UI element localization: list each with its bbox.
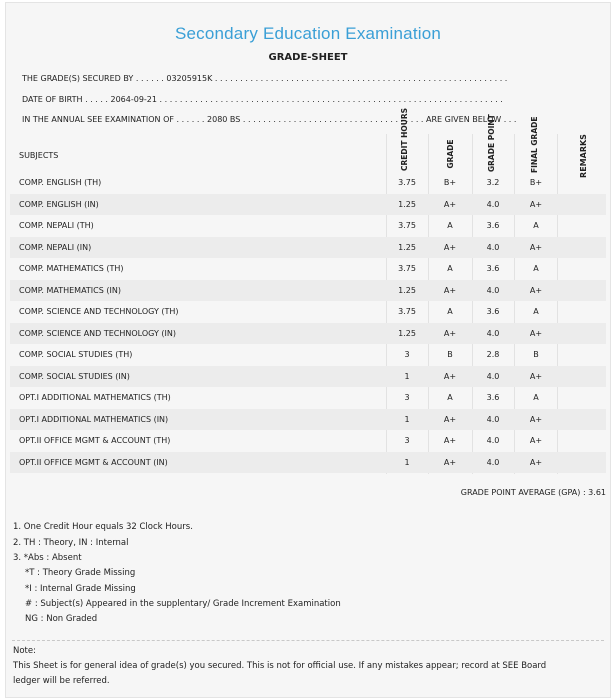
table-row xyxy=(10,323,606,344)
credit-hours-cell: 3 xyxy=(404,393,410,402)
subject-cell: OPT.II OFFICE MGMT & ACCOUNT (TH) xyxy=(19,436,171,445)
grade-cell: A+ xyxy=(443,285,457,295)
final-grade-cell: A+ xyxy=(529,242,543,252)
grade-cell: A xyxy=(447,393,453,402)
table-row xyxy=(10,301,606,322)
note-item: 3. *Abs : Absent xyxy=(13,553,82,563)
grade-cell: A+ xyxy=(443,328,457,338)
grade-cell: B+ xyxy=(443,178,457,187)
footer-divider xyxy=(12,640,604,641)
grade-point-cell: 4.0 xyxy=(486,199,500,209)
grade-cell: B xyxy=(447,350,453,359)
grade-point-cell: 4.0 xyxy=(486,371,500,381)
credit-hours-cell: 3.75 xyxy=(398,221,416,230)
grade-cell: A xyxy=(447,221,453,230)
credit-hours-cell: 3.75 xyxy=(398,264,416,273)
credit-hours-cell: 3.75 xyxy=(398,307,416,316)
grade-point-header: GRADE POINT xyxy=(487,114,496,172)
grade-cell: A+ xyxy=(443,414,457,424)
final-grade-cell: B+ xyxy=(529,178,543,187)
table-row xyxy=(10,344,606,365)
table-row xyxy=(10,387,606,408)
table-row xyxy=(10,215,606,236)
subject-cell: OPT.II OFFICE MGMT & ACCOUNT (IN) xyxy=(19,457,168,467)
grade-cell: A+ xyxy=(443,371,457,381)
grade-cell: A+ xyxy=(443,199,457,209)
credit-hours-cell: 3 xyxy=(404,350,410,359)
note-item: *I : Internal Grade Missing xyxy=(25,584,136,594)
subject-cell: COMP. SCIENCE AND TECHNOLOGY (TH) xyxy=(19,307,179,316)
grade-point-cell: 3.2 xyxy=(486,178,500,187)
note-item: NG : Non Graded xyxy=(25,614,98,624)
table-row xyxy=(10,452,606,473)
subjects-header: SUBJECTS xyxy=(19,151,59,160)
grade-cell: A xyxy=(447,264,453,273)
credit-hours-cell: 1 xyxy=(404,371,410,381)
grade-point-cell: 4.0 xyxy=(486,328,500,338)
credit-hours-cell: 1.25 xyxy=(398,199,416,209)
subject-cell: OPT.I ADDITIONAL MATHEMATICS (TH) xyxy=(19,393,171,402)
credit-hours-cell: 3 xyxy=(404,436,410,445)
table-row xyxy=(10,430,606,451)
final-grade-cell: A+ xyxy=(529,457,543,467)
note-item: *T : Theory Grade Missing xyxy=(25,568,136,578)
footer-note-label: Note: xyxy=(13,646,36,656)
credit-hours-cell: 1.25 xyxy=(398,328,416,338)
grade-point-cell: 3.6 xyxy=(486,307,500,316)
credit-hours-cell: 3.75 xyxy=(398,178,416,187)
final-grade-cell: A+ xyxy=(529,328,543,338)
final-grade-cell: A+ xyxy=(529,436,543,445)
subject-cell: COMP. MATHEMATICS (IN) xyxy=(19,285,121,295)
note-item: 2. TH : Theory, IN : Internal xyxy=(13,538,129,548)
subject-cell: COMP. SOCIAL STUDIES (IN) xyxy=(19,371,130,381)
subject-cell: COMP. NEPALI (TH) xyxy=(19,221,94,230)
grade-point-cell: 4.0 xyxy=(486,242,500,252)
table-row xyxy=(10,237,606,258)
subject-cell: COMP. SCIENCE AND TECHNOLOGY (IN) xyxy=(19,328,176,338)
subject-cell: COMP. SOCIAL STUDIES (TH) xyxy=(19,350,133,359)
secured-by-line: THE GRADE(S) SECURED BY . . . . . . 03205915K . . . . . . . . . . . . . . . . . . . . . . . . . . . . . . . . . . . . . . . . . . . . . . . . . . . . . . . . . . xyxy=(22,74,508,83)
footer-note-text: This Sheet is for general idea of grade(s) you secured. This is not for official use. If any mistakes appear; record at SEE Board xyxy=(13,661,547,671)
grade-cell: A+ xyxy=(443,457,457,467)
credit-hours-header: CREDIT HOURS xyxy=(400,107,409,171)
grade-point-cell: 4.0 xyxy=(486,414,500,424)
final-grade-cell: A+ xyxy=(529,199,543,209)
note-item: 1. One Credit Hour equals 32 Clock Hours. xyxy=(13,522,193,532)
table-row xyxy=(10,409,606,430)
table-row xyxy=(10,366,606,387)
table-row xyxy=(10,172,606,193)
credit-hours-cell: 1 xyxy=(404,414,410,424)
remarks-header: REMARKS xyxy=(579,134,588,178)
final-grade-cell: A xyxy=(533,393,539,402)
final-grade-cell: A xyxy=(533,264,539,273)
page-title: Secondary Education Examination xyxy=(174,24,442,43)
final-grade-cell: A xyxy=(533,307,539,316)
grade-cell: A xyxy=(447,307,453,316)
final-grade-cell: A xyxy=(533,221,539,230)
credit-hours-cell: 1.25 xyxy=(398,242,416,252)
dob-line: DATE OF BIRTH . . . . . 2064-09-21 . . . . . . . . . . . . . . . . . . . . . . . . . . . . . . . . . . . . . . . . . . . . . . . . . . . . . . . . . . . . . . . . . . . . xyxy=(22,95,503,104)
subject-cell: COMP. MATHEMATICS (TH) xyxy=(19,264,124,273)
grade-point-cell: 4.0 xyxy=(486,285,500,295)
gpa-summary: GRADE POINT AVERAGE (GPA) : 3.61 xyxy=(460,488,606,497)
final-grade-cell: A+ xyxy=(529,414,543,424)
page-subtitle: GRADE-SHEET xyxy=(268,52,348,63)
grade-point-cell: 3.6 xyxy=(486,393,500,402)
subject-cell: COMP. NEPALI (IN) xyxy=(19,242,92,252)
credit-hours-cell: 1.25 xyxy=(398,285,416,295)
grade-header: GRADE xyxy=(446,139,455,169)
subject-cell: COMP. ENGLISH (IN) xyxy=(19,199,99,209)
final-grade-cell: A+ xyxy=(529,285,543,295)
final-grade-header: FINAL GRADE xyxy=(530,116,539,173)
table-row xyxy=(10,194,606,215)
grade-cell: A+ xyxy=(443,436,457,445)
note-item: # : Subject(s) Appeared in the supplentary/ Grade Increment Examination xyxy=(25,599,341,609)
table-row xyxy=(10,280,606,301)
grade-cell: A+ xyxy=(443,242,457,252)
grade-point-cell: 3.6 xyxy=(486,264,500,273)
grade-point-cell: 2.8 xyxy=(486,350,500,359)
grade-point-cell: 4.0 xyxy=(486,457,500,467)
exam-line: IN THE ANNUAL SEE EXAMINATION OF . . . . . . 2080 BS . . . . . . . . . . . . . . . . . . . . . . . . . . . . . . . . . . . . ARE GIVEN BELOW . . . xyxy=(22,115,517,124)
credit-hours-cell: 1 xyxy=(404,457,410,467)
final-grade-cell: A+ xyxy=(529,371,543,381)
subject-cell: COMP. ENGLISH (TH) xyxy=(19,178,102,187)
grade-point-cell: 3.6 xyxy=(486,221,500,230)
final-grade-cell: B xyxy=(533,350,539,359)
subject-cell: OPT.I ADDITIONAL MATHEMATICS (IN) xyxy=(19,414,169,424)
footer-note-text-cont: ledger will be referred. xyxy=(13,676,110,686)
table-row xyxy=(10,258,606,279)
grade-point-cell: 4.0 xyxy=(486,436,500,445)
